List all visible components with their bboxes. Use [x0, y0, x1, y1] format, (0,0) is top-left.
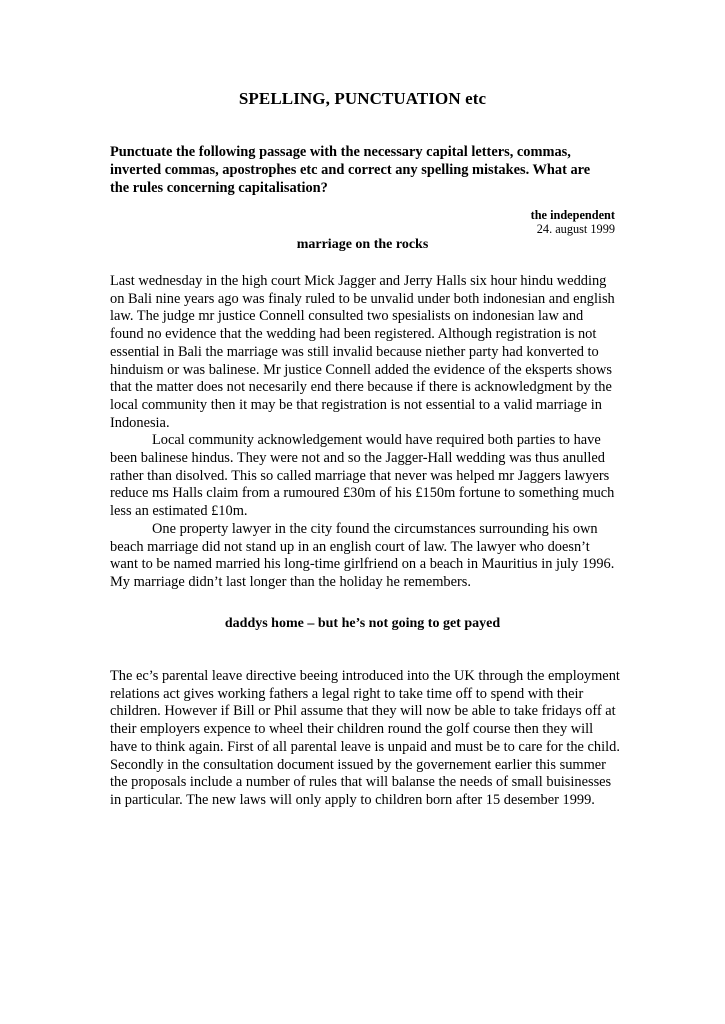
article-paragraph: The ec’s parental leave directive beeing introduced into the UK through the employment relations act gives working fathers a legal right to take time off to spend with their children. However if Bill or Phil assume that they will now be able to take fridays off at their employers expence to wheel their children round the golf course then they will have to think again. First of all parental leave is unpaid and must be to care for the child. Secondly in the consultation document issued by the governement earlier this summer the proposals include a number of rules that will balanse the needs of small buisinesses in particular. The new laws will only apply to children born after 15 desember 1999.	[110, 668, 620, 808]
article-paragraph: One property lawyer in the city found the circumstances surrounding his own beach marriage did not stand up in an english court of law. The lawyer who doesn’t want to be named married his long-time girlfriend on a beach in Mauritius in july 1996. My marriage didn’t last longer than the holiday he remembers.	[110, 520, 615, 590]
exercise-instructions: Punctuate the following passage with the necessary capital letters, commas, inverted commas, apostrophes etc and correct any spelling mistakes. What are the rules concerning capitalisation?	[110, 144, 591, 196]
source-date: 24. august 1999	[536, 222, 615, 236]
page-title: SPELLING, PUNCTUATION etc	[238, 89, 487, 108]
article-body-daddys-home	[110, 668, 620, 810]
source-publication: the independent	[530, 208, 615, 222]
article-body-marriage	[110, 273, 620, 592]
article-paragraph: Local community acknowledgement would have required both parties to have been balinese hindus. They were not and so the Jagger-Hall wedding was thus anulled rather than disolved. This so called marriage that never was helped mr Jaggers lawyers reduce ms Halls claim from a rumoured £30m of his £150m fortune to something much less an estimated £10m.	[110, 432, 615, 520]
article-paragraph: Last wednesday in the high court Mick Jagger and Jerry Halls six hour hindu wedding on Bali nine years ago was finaly ruled to be unvalid under both indonesian and english law. The judge mr justice Connell consulted two spesialists on indonesian law and found no evidence that the wedding had been registered. Although registration is not essential in Bali the marriage was still invalid because niether party had konverted to hinduism or was balinese. Mr justice Connell added the evidence of the eksperts shows that the matter does not necesarily end there because if there is acknowledgment by the local community then it may be that registration is not essential to a valid marriage in Indonesia.	[110, 273, 615, 431]
article-heading-marriage: marriage on the rocks	[296, 237, 429, 252]
article-heading-daddys-home: daddys home – but he’s not going to get payed	[224, 616, 501, 631]
article-source	[531, 208, 615, 236]
